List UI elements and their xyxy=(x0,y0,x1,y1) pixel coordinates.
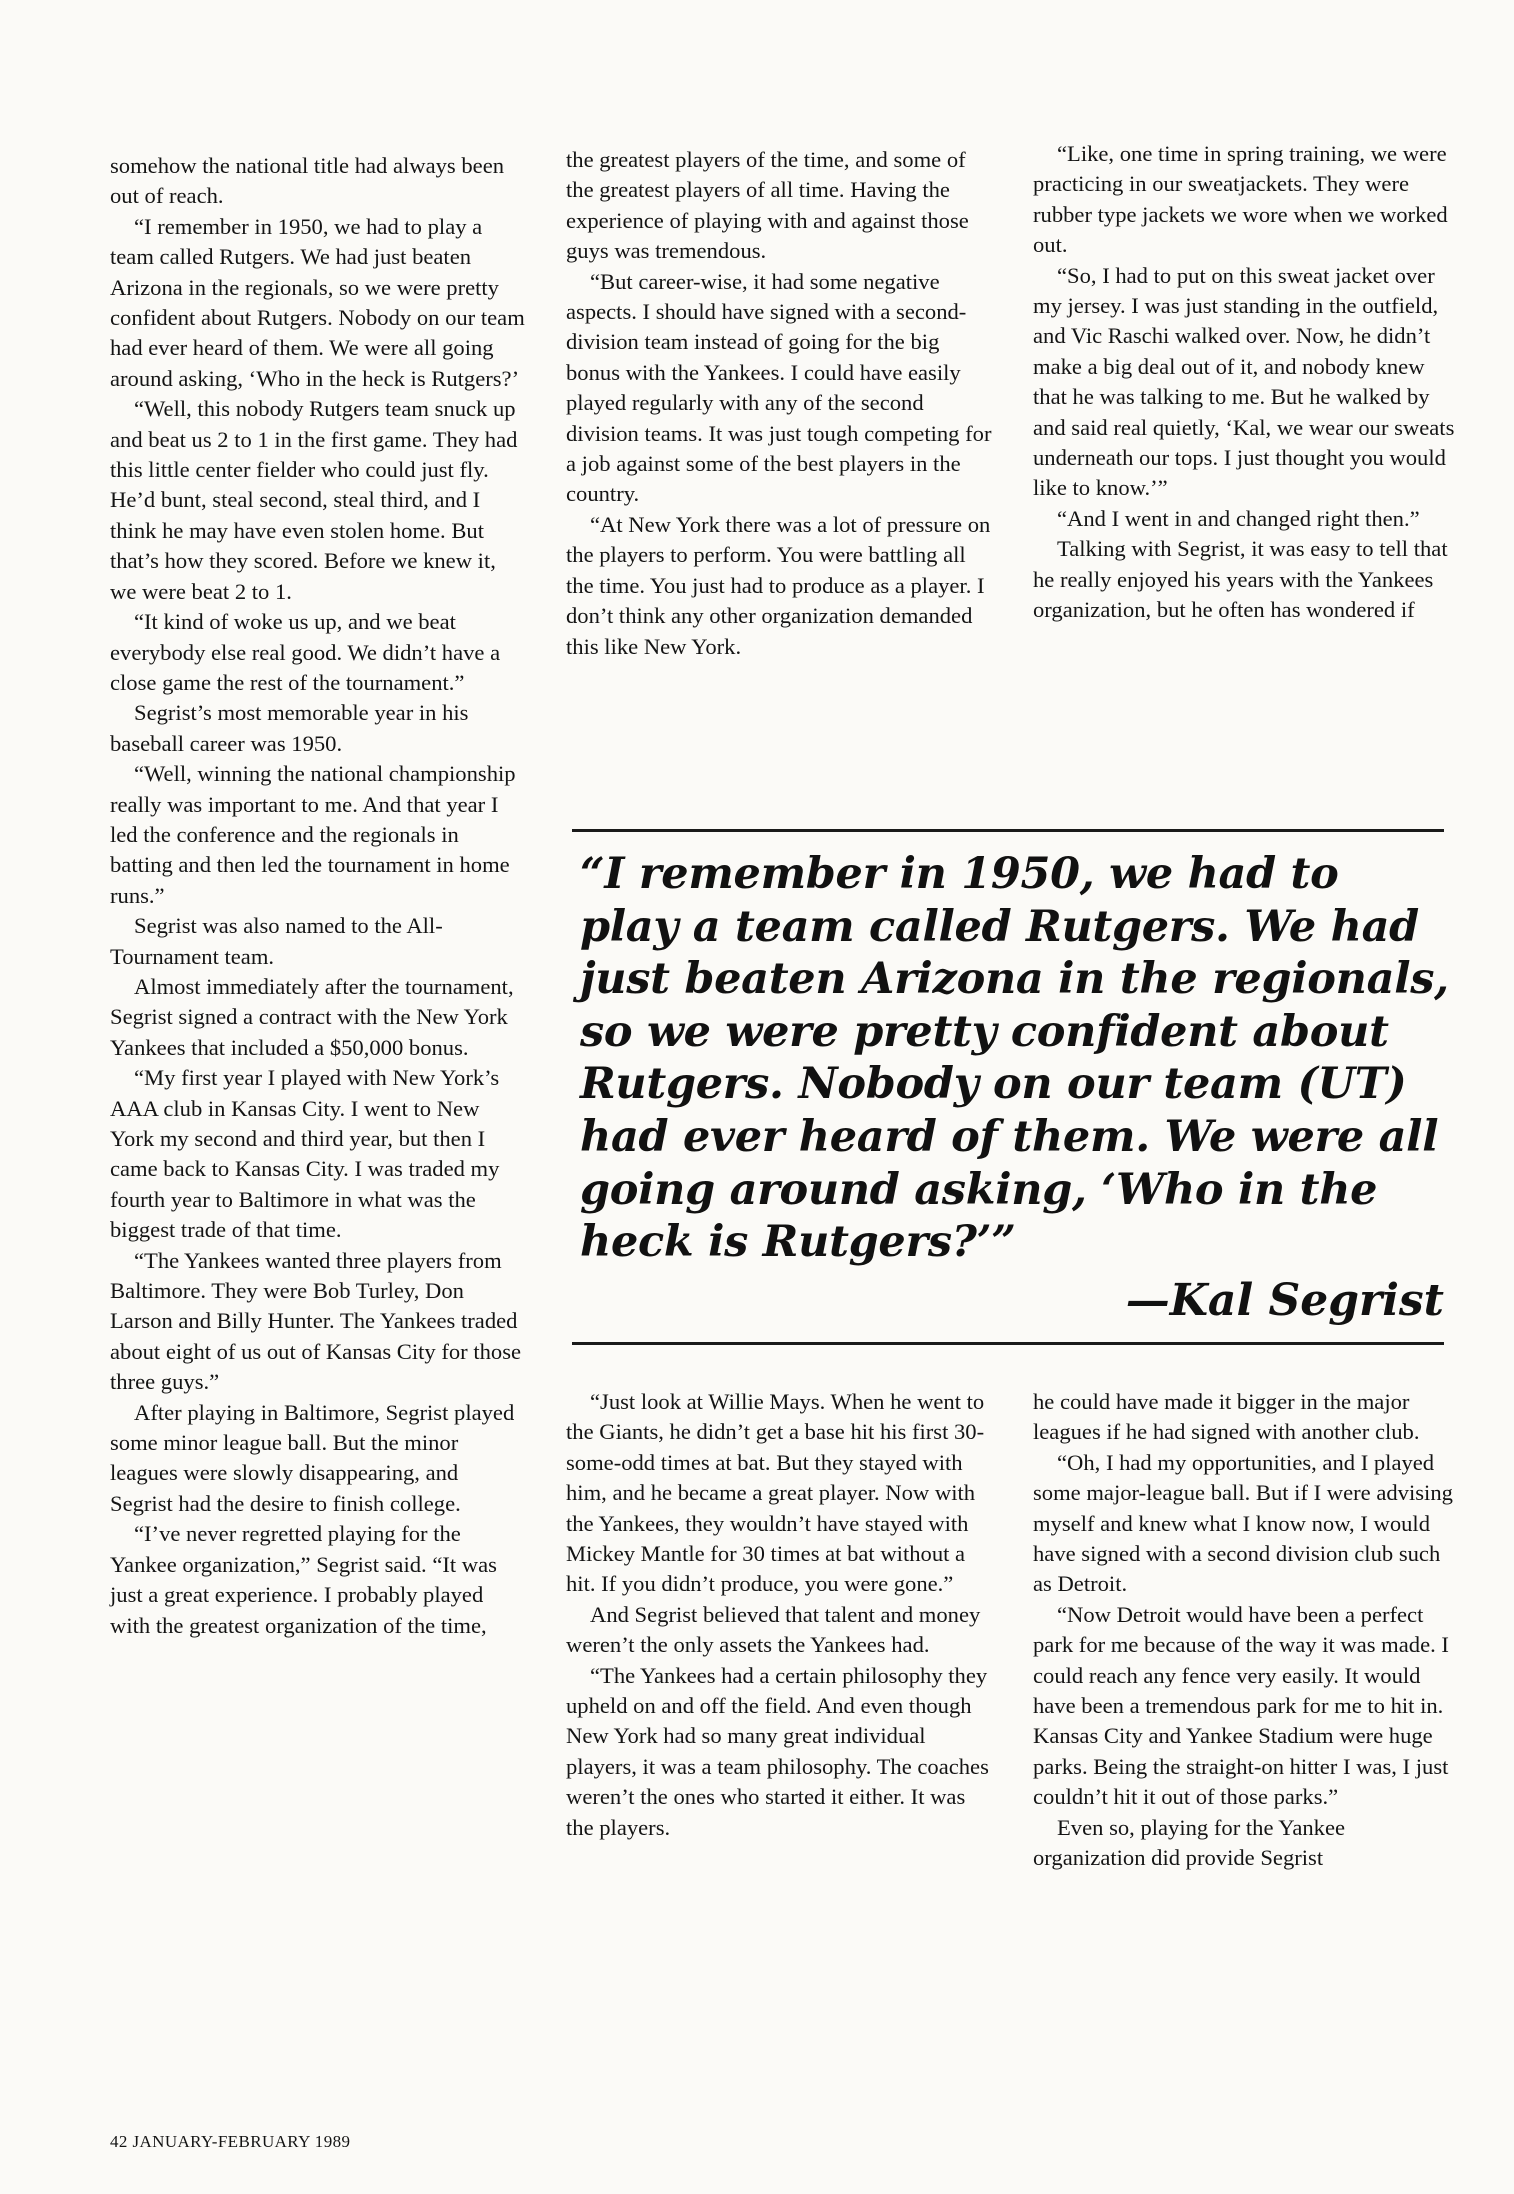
paragraph: “Just look at Willie Mays. When he went to the Giants, he didn’t get a base hit his first 30-some-odd times at bat. But they stayed with him, and he became a great player. Now with the Yankees, they wouldn’t have stayed with Mickey Mantle for 30 times at bat without a hit. If you didn’t produce, you were gone.” xyxy=(566,1389,985,1597)
text-column-4 xyxy=(566,1387,994,1843)
paragraph: After playing in Baltimore, Segrist played some minor league ball. But the minor leagues were slowly disappearing, and Segrist had the desire to finish college. xyxy=(110,1399,515,1516)
paragraph: Almost immediately after the tournament, Segrist signed a contract with the New York Yankees that included a $50,000 bonus. xyxy=(110,973,514,1060)
pullquote-text: “I remember in 1950, we had to play a team called Rutgers. We had just beaten Arizona in the regionals, so we were pretty confident about Rutgers. Nobody on our team (UT) had ever heard of them. We were all going around asking, ‘Who in the heck is Rutgers?’” xyxy=(580,849,1449,1268)
text-column-1 xyxy=(110,151,526,1641)
paragraph: “My first year I played with New York’s AAA club in Kansas City. I went to New York my second and third year, but then I came back to Kansas City. I was traded my fourth year to Baltimore in what was the biggest trade of that time. xyxy=(110,1065,500,1243)
pullquote-rule-bottom xyxy=(572,1342,1444,1345)
paragraph: Even so, playing for the Yankee organization did provide Segrist xyxy=(1033,1814,1346,1871)
paragraph: “But career-wise, it had some negative aspects. I should have signed with a second-division team instead of going for the big bonus with the Yankees. I could have easily played regularly with any of the second division teams. It was just tough competing for a job against some of the best players in the country. xyxy=(566,268,992,507)
paragraph: “The Yankees wanted three players from Baltimore. They were Bob Turley, Don Larson and Billy Hunter. The Yankees traded about eight of us out of Kansas City for those three guys.” xyxy=(110,1247,522,1395)
paragraph: “So, I had to put on this sweat jacket over my jersey. I was just standing in the outfield, and Vic Raschi walked over. Now, he didn’t make a big deal out of it, and nobody knew that he was talking to me. But he walked by and said real quietly, ‘Kal, we wear our sweats underneath our tops. I just thought you would like to know.’” xyxy=(1033,262,1455,501)
paragraph: “Well, this nobody Rutgers team snuck up and beat us 2 to 1 in the first game. They had this little center fielder who could just fly. He’d bunt, steal second, steal third, and I think he may have even stolen home. But that’s how they scored. Before we knew it, we were beat 2 to 1. xyxy=(110,396,518,604)
paragraph: “I’ve never regretted playing for the Yankee organization,” Segrist said. “It was just a great experience. I probably played with the greatest organization of the time, xyxy=(110,1521,497,1638)
paragraph: “Now Detroit would have been a perfect park for me because of the way it was made. I could reach any fence very easily. It would have been a tremendous park for me to hit in. Kansas City and Yankee Stadium were huge parks. Being the straight-on hitter I was, I just couldn’t hit it out of those parks.” xyxy=(1033,1601,1449,1810)
text-column-3 xyxy=(1033,139,1458,626)
paragraph: the greatest players of the time, and some of the greatest players of all time. Having the experience of playing with and against those guys was tremendous. xyxy=(566,147,969,264)
pullquote-attribution: —Kal Segrist xyxy=(1125,1275,1444,1326)
paragraph: “I remember in 1950, we had to play a team called Rutgers. We had just beaten Arizona in the regionals, so we were pretty confident about Rutgers. Nobody on our team had ever heard of them. We were all going around asking, ‘Who in the heck is Rutgers?’ xyxy=(110,213,525,391)
paragraph: “Well, winning the national championship really was important to me. And that year I led the conference and the regionals in batting and then led the tournament in home runs.” xyxy=(110,761,516,908)
paragraph: Segrist was also named to the All-Tournament team. xyxy=(110,913,443,969)
text-column-5 xyxy=(1033,1387,1458,1874)
paragraph: Segrist’s most memorable year in his baseball career was 1950. xyxy=(110,700,469,756)
pullquote-rule-top xyxy=(572,829,1444,832)
paragraph: Talking with Segrist, it was easy to tell that he really enjoyed his years with the Yankees organization, but he often has wondered if xyxy=(1033,536,1448,623)
paragraph: somehow the national title had always been out of reach. xyxy=(110,153,505,209)
text-column-2 xyxy=(566,145,994,662)
paragraph: “The Yankees had a certain philosophy they upheld on and off the field. And even though New York had so many great individual players, it was a team philosophy. The coaches weren’t the ones who started it either. It was the players. xyxy=(566,1662,989,1840)
paragraph: “Oh, I had my opportunities, and I played some major-league ball. But if I were advising myself and knew what I know now, I would have signed with a second division club such as Detroit. xyxy=(1033,1449,1453,1597)
paragraph: “At New York there was a lot of pressure on the players to perform. You were battling all the time. You just had to produce as a player. I don’t think any other organization demanded this like New York. xyxy=(566,511,991,659)
paragraph: “It kind of woke us up, and we beat everybody else real good. We didn’t have a close game the rest of the tournament.” xyxy=(110,609,501,695)
paragraph: And Segrist believed that talent and money weren’t the only assets the Yankees had. xyxy=(566,1601,981,1658)
paragraph: “Like, one time in spring training, we were practicing in our sweatjackets. They were rubber type jackets we wore when we worked out. xyxy=(1033,141,1448,258)
paragraph: he could have made it bigger in the major leagues if he had signed with another club. xyxy=(1033,1389,1420,1445)
page-folio: 42 JANUARY-FEBRUARY 1989 xyxy=(110,2132,351,2151)
paragraph: “And I went in and changed right then.” xyxy=(1057,505,1420,531)
